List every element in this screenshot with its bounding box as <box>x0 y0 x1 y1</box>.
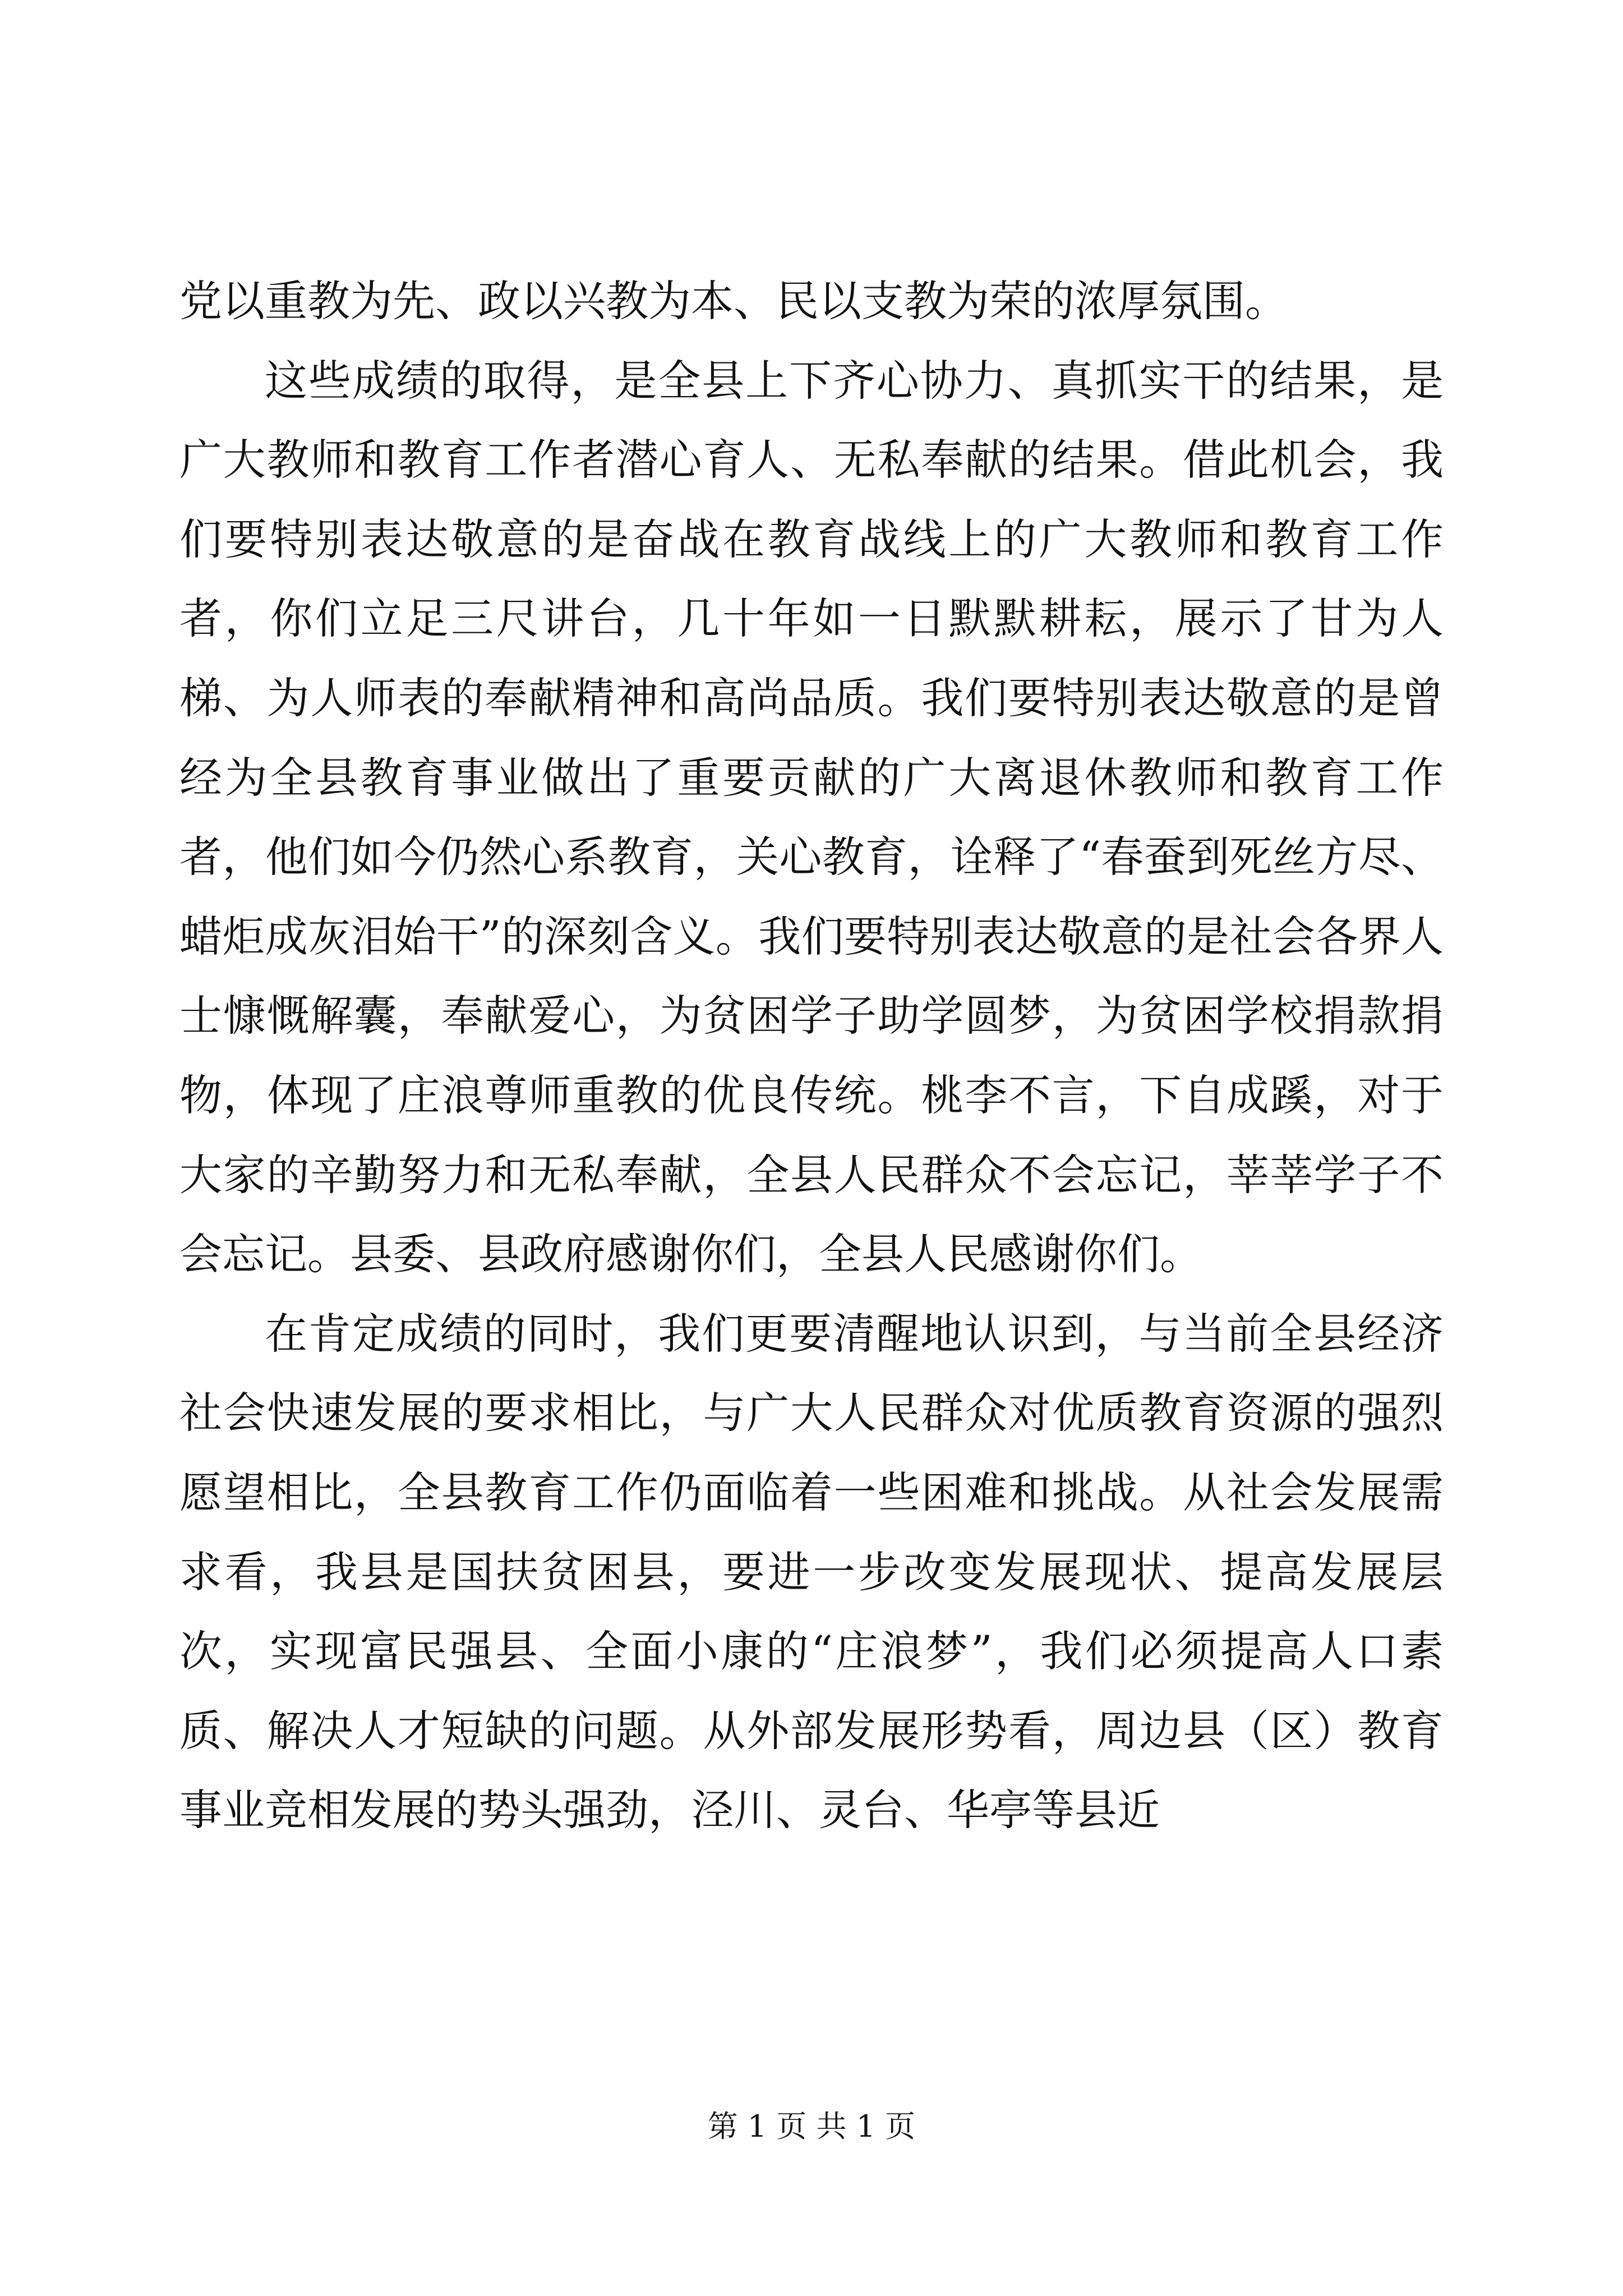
page-footer: 第 1 页 共 1 页 <box>707 2109 916 2144</box>
paragraph-1: 党以重教为先、政以兴教为本、民以支教为荣的浓厚氛围。 <box>179 276 1288 326</box>
document-body <box>179 261 1444 1850</box>
paragraph-2: 这些成绩的取得，是全县上下齐心协力、真抓实干的结果，是广大教师和教育工作者潜心育人、无私奉献的结果。借此机会，我们要特别表达敬意的是奋战在教育战线上的广大教师和教育工作者，你们立足三尺讲台，几十年如一日默默耕耘，展示了甘为人梯、为人师表的奉献精神和高尚品质。我们要特别表达敬意的是曾经为全县教育事业做出了重要贡献的广大离退休教师和教育工作者，他们如今仍然心系教育，关心教育，诠释了“春蚕到死丝方尽、蜡炬成灰泪始干”的深刻含义。我们要特别表达敬意的是社会各界人士慷慨解囊，奉献爱心，为贫困学子助学圆梦，为贫困学校捐款捐物，体现了庄浪尊师重教的优良传统。桃李不言，下自成蹊，对于大家的辛勤努力和无私奉献，全县人民群众不会忘记，莘莘学子不会忘记。县委、县政府感谢你们，全县人民感谢你们。 <box>179 355 1444 1280</box>
paragraph-3: 在肯定成绩的同时，我们更要清醒地认识到，与当前全县经济社会快速发展的要求相比，与广大人民群众对优质教育资源的强烈愿望相比，全县教育工作仍面临着一些困难和挑战。从社会发展需求看，我县是国扶贫困县，要进一步改变发展现状、提高发展层次，实现富民强县、全面小康的“庄浪梦”，我们必须提高人口素质、解决人才短缺的问题。从外部发展形势看，周边县（区）教育事业竞相发展的势头强劲，泾川、灵台、华亭等县近 <box>179 1308 1444 1835</box>
